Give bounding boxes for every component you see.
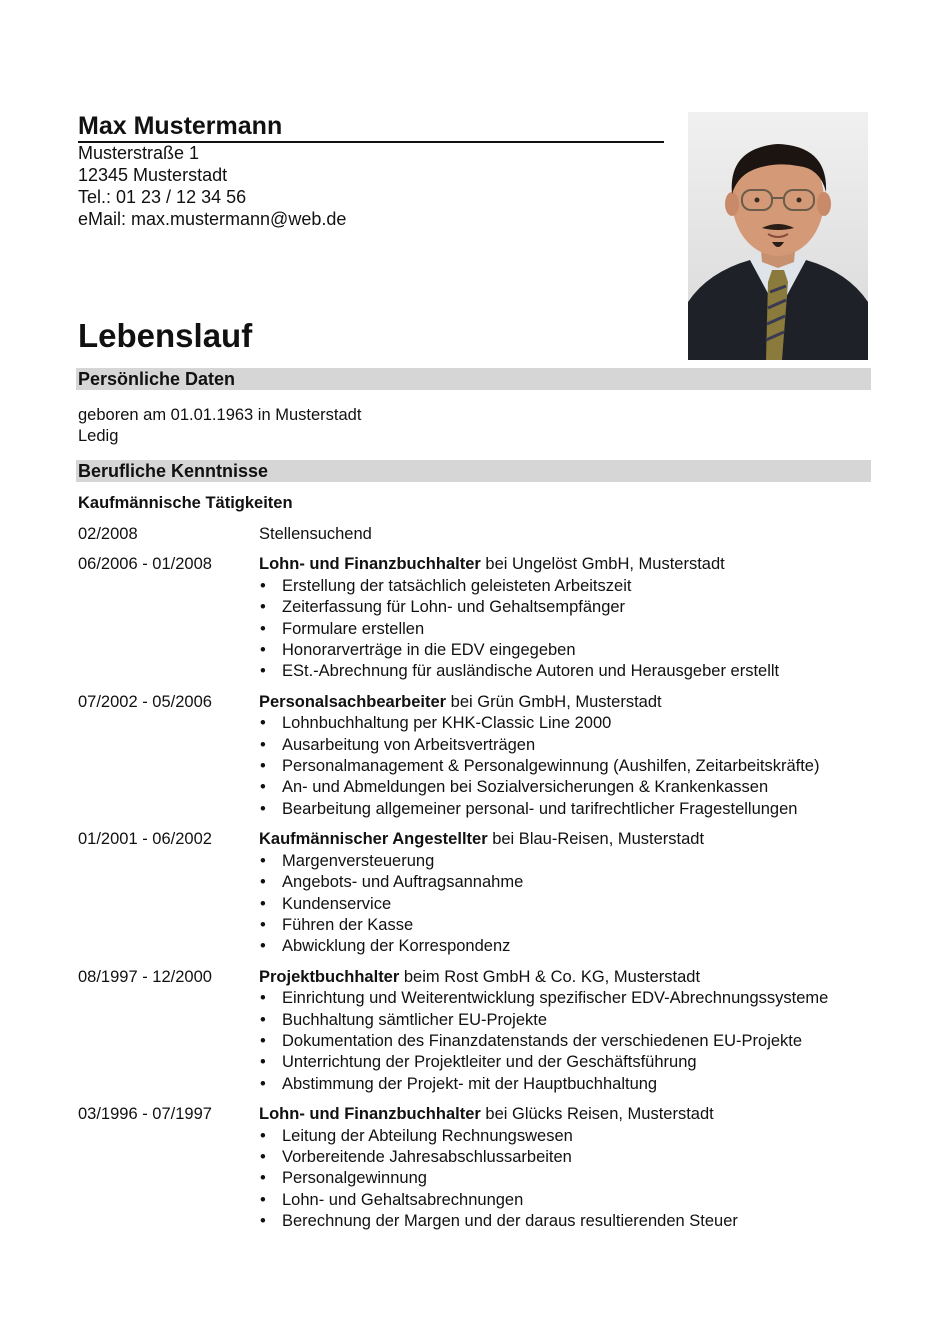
entry-company: Stellensuchend bbox=[259, 525, 372, 543]
task-item: • Dokumentation des Finanzdatenstands der verschiedenen EU-Projekte bbox=[259, 1031, 878, 1052]
entry-content bbox=[259, 1104, 878, 1232]
task-item: • Honorarverträge in die EDV eingegeben bbox=[259, 640, 878, 661]
entry-headline bbox=[259, 829, 878, 850]
address-city: 12345 Musterstadt bbox=[78, 165, 228, 185]
entry-company: bei Grün GmbH, Musterstadt bbox=[446, 692, 662, 711]
task-item: • Lohn- und Gehaltsabrechnungen bbox=[259, 1190, 878, 1211]
entry-company: bei Blau-Reisen, Musterstadt bbox=[487, 830, 705, 849]
email-address: eMail: max.mustermann@web.de bbox=[78, 209, 347, 229]
task-item: • Personalgewinnung bbox=[259, 1168, 878, 1189]
address-street: Musterstraße 1 bbox=[78, 143, 200, 163]
personal-details bbox=[78, 405, 361, 447]
career-entries bbox=[78, 524, 878, 1242]
task-list bbox=[259, 851, 878, 958]
task-list bbox=[259, 1126, 878, 1233]
career-entry bbox=[78, 554, 878, 682]
entry-role: Lohn- und Finanzbuchhalter bbox=[259, 1105, 481, 1124]
career-entry bbox=[78, 967, 878, 1095]
task-item: • Leitung der Abteilung Rechnungswesen bbox=[259, 1126, 878, 1147]
entry-company: beim Rost GmbH & Co. KG, Musterstadt bbox=[399, 967, 701, 986]
entry-role: Kaufmännischer Angestellter bbox=[259, 830, 488, 849]
task-item: • Formulare erstellen bbox=[259, 619, 878, 640]
task-list bbox=[259, 713, 878, 820]
birth-info: geboren am 01.01.1963 in Musterstadt bbox=[78, 406, 362, 424]
entry-date: 08/1997 - 12/2000 bbox=[78, 967, 212, 986]
marital-status: Ledig bbox=[78, 427, 119, 445]
entry-date: 02/2008 bbox=[78, 525, 138, 543]
task-list bbox=[259, 576, 878, 683]
task-item: • Vorbereitende Jahresabschlussarbeiten bbox=[259, 1147, 878, 1168]
entry-date: 01/2001 - 06/2002 bbox=[78, 830, 212, 849]
task-item: • Unterrichtung der Projektleiter und der Geschäftsführung bbox=[259, 1052, 878, 1073]
career-entry bbox=[78, 692, 878, 820]
entry-date: 06/2006 - 01/2008 bbox=[78, 555, 212, 574]
task-item: • ESt.-Abrechnung für ausländische Autoren und Herausgeber erstellt bbox=[259, 661, 878, 682]
entry-content bbox=[259, 524, 878, 545]
task-item: • Kundenservice bbox=[259, 894, 878, 915]
task-list bbox=[259, 988, 878, 1095]
task-item: • Personalmanagement & Personalgewinnung (Aushilfen, Zeitarbeitskräfte) bbox=[259, 756, 878, 777]
section-heading-career: Berufliche Kenntnisse bbox=[76, 460, 871, 482]
entry-headline bbox=[259, 1104, 878, 1125]
career-subheading: Kaufmännische Tätigkeiten bbox=[78, 494, 293, 512]
entry-role: Projektbuchhalter bbox=[259, 967, 400, 986]
task-item: • An- und Abmeldungen bei Sozialversicherungen & Krankenkassen bbox=[259, 777, 878, 798]
task-item: • Abwicklung der Korrespondenz bbox=[259, 936, 878, 957]
task-item: • Führen der Kasse bbox=[259, 915, 878, 936]
entry-content bbox=[259, 554, 878, 682]
entry-role: Personalsachbearbeiter bbox=[259, 692, 447, 711]
task-item: • Einrichtung und Weiterentwicklung spezifischer EDV-Abrechnungssysteme bbox=[259, 988, 878, 1009]
entry-content bbox=[259, 829, 878, 957]
task-item: • Ausarbeitung von Arbeitsverträgen bbox=[259, 735, 878, 756]
entry-headline bbox=[259, 967, 878, 988]
career-entry bbox=[78, 829, 878, 957]
contact-block bbox=[78, 142, 346, 230]
entry-company: bei Ungelöst GmbH, Musterstadt bbox=[480, 555, 725, 574]
career-entry bbox=[78, 1104, 878, 1232]
section-heading-personal: Persönliche Daten bbox=[76, 368, 871, 390]
task-item: • Bearbeitung allgemeiner personal- und tarifrechtlicher Fragestellungen bbox=[259, 799, 878, 820]
career-entry bbox=[78, 524, 878, 545]
entry-company: bei Glücks Reisen, Musterstadt bbox=[480, 1105, 714, 1124]
entry-content bbox=[259, 967, 878, 1095]
applicant-name: Max Mustermann bbox=[78, 112, 664, 143]
portrait-photo bbox=[688, 112, 868, 360]
entry-role: Lohn- und Finanzbuchhalter bbox=[259, 555, 481, 574]
task-item: • Abstimmung der Projekt- mit der Hauptbuchhaltung bbox=[259, 1074, 878, 1095]
task-item: • Margenversteuerung bbox=[259, 851, 878, 872]
entry-date: 07/2002 - 05/2006 bbox=[78, 692, 212, 711]
entry-headline bbox=[259, 524, 878, 545]
task-item: • Berechnung der Margen und der daraus resultierenden Steuer bbox=[259, 1211, 878, 1232]
entry-headline bbox=[259, 554, 878, 575]
task-item: • Zeiterfassung für Lohn- und Gehaltsempfänger bbox=[259, 597, 878, 618]
document-title: Lebenslauf bbox=[78, 317, 253, 354]
task-item: • Angebots- und Auftragsannahme bbox=[259, 872, 878, 893]
entry-date: 03/1996 - 07/1997 bbox=[78, 1105, 212, 1124]
task-item: • Lohnbuchhaltung per KHK-Classic Line 2000 bbox=[259, 713, 878, 734]
phone-number: Tel.: 01 23 / 12 34 56 bbox=[78, 187, 247, 207]
entry-content bbox=[259, 692, 878, 820]
task-item: • Buchhaltung sämtlicher EU-Projekte bbox=[259, 1010, 878, 1031]
task-item: • Erstellung der tatsächlich geleisteten Arbeitszeit bbox=[259, 576, 878, 597]
entry-headline bbox=[259, 692, 878, 713]
